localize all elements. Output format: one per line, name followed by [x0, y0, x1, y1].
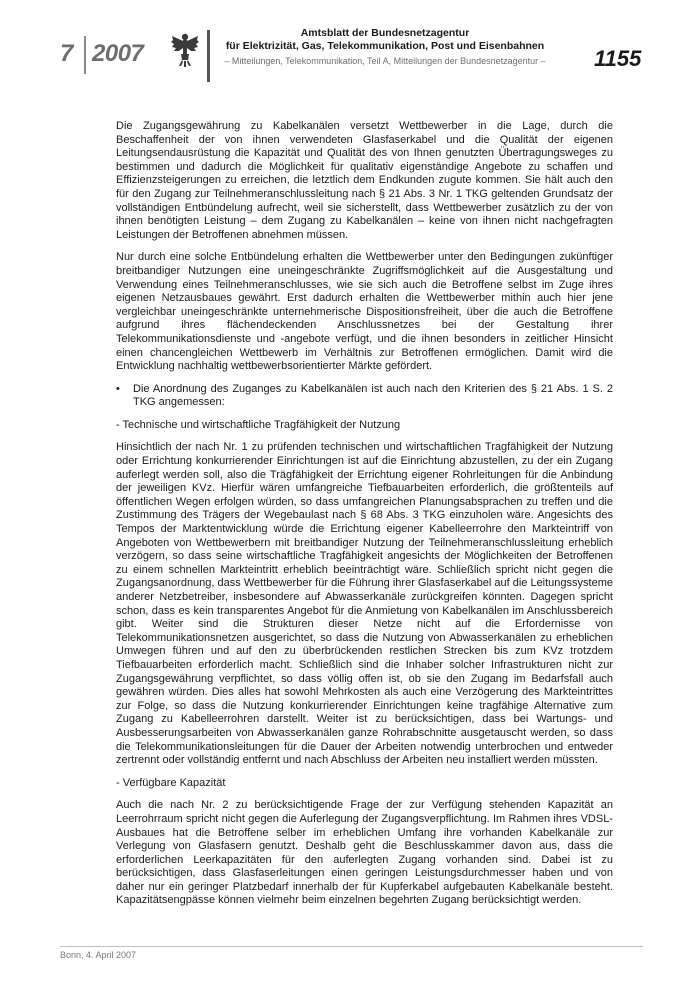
issue-year: 2007: [92, 40, 144, 67]
section-subtitle: – Mitteilungen, Telekommunikation, Teil A, Mitteilungen der Bundesnetzagentur –: [224, 56, 546, 66]
footer-divider: [60, 946, 643, 947]
bullet-text: Die Anordnung des Zuganges zu Kabelkanälen ist auch nach den Kriterien des § 21 Abs. 1 S. 2 TKG angemessen:: [133, 382, 613, 409]
paragraph-2: Nur durch eine solche Entbündelung erhalten die Wettbewerber unter den Bedingungen zukünftiger breitbandiger Nutzungen eine uneingeschränkte Zugriffsmöglichkeit auf die Ausgestaltung und Verwendung eines Teilnehmeranschlusses, wie sie sich auch die Betroffene selbst im Zuge ihres eigenen Netzausbaues gewährt. Erst dadurch erhalten die Wettbewerber mithin auch hier jene vergleichbar uneingeschränkte unternehmerische Dispositionsfreiheit, über die auch die Betroffene aufgrund ihres flächendeckenden Anschlussnetzes bei der Gestaltung ihrer Telekommunikationsdienste und -angebote verfügt, und die ihnen besonders in zeitlicher Hinsicht einen chancengleichen Wettbewerb im Verhältnis zur Betroffenen ermöglichen. Damit wird die Entwicklung nachhaltig wettbewerbsorientierter Märkte gefördert.: [116, 251, 613, 373]
bullet-item: [116, 383, 613, 410]
page-number: 1155: [594, 46, 642, 71]
header-divider: [207, 30, 210, 82]
bullet-marker: •: [116, 382, 120, 395]
gazette-subtitle: für Elektrizität, Gas, Telekommunikation, Post und Eisenbahnen: [225, 40, 545, 52]
gazette-title: Amtsblatt der Bundesnetzagentur: [300, 27, 470, 39]
subheading-tragfaehigkeit: - Technische und wirtschaftliche Tragfähigkeit der Nutzung: [116, 418, 401, 431]
paragraph-1: Die Zugangsgewährung zu Kabelkanälen versetzt Wettbewerber in die Lage, durch die Beschaffenheit der von ihnen verwendeten Glasfaserkabel und die Qualität der eigenen Leitungsendausrüstung die Kapazität und Qualität des von Ihnen genutzten Übertragungsweges zu bestimmen und dadurch die Möglichkeit für qualitativ eigenständige Angebote zu schaffen und Effizienzsteigerungen zu erreichen, die letztlich dem Endkunden zugute kommen. Sie hält auch den für den Zugang zur Teilnehmeranschlussleitung nach § 21 Abs. 3 Nr. 1 TKG geltenden Grundsatz der vollständigen Entbündelung aufrecht, weil sie sicherstellt, dass Wettbewerber zusätzlich zu der von ihnen benötigten Leistung – dem Zugang zu Kabelkanälen – keine von ihnen nicht nachgefragten Leistungen der Betroffenen abnehmen müssen.: [116, 120, 613, 241]
document-body: [116, 120, 613, 917]
issue-divider: [84, 36, 86, 74]
footer-place-date: Bonn, 4. April 2007: [60, 950, 137, 960]
issue-number: 7: [60, 40, 73, 67]
subheading-kapazitaet: - Verfügbare Kapazität: [116, 776, 226, 789]
federal-eagle-icon: [170, 28, 200, 70]
paragraph-3: Hinsichtlich der nach Nr. 1 zu prüfenden technischen und wirtschaftlichen Tragfähigkeit der Nutzung oder Errichtung konkurrierender Einrichtungen ist auf die Einrichtung abzustellen, zu der ein Zugang auferlegt werden soll, also die Trägfähigkeit der Errichtung eigener Rohrleitungen für die Anbindung der jeweiligen KVz. Hierfür wären umfangreiche Tiefbauarbeiten erforderlich, die größtenteils auf öffentlichen Wegen erfolgen würden, so dass umfangreichen Planungsabsprachen zu treffen und die Zustimmung des Trägers der Wegebaulast nach § 68 Abs. 3 TKG einzuholen wäre. Angesichts des Tempos der Marktentwicklung würde die Errichtung eigener Kabelleerrohre den Markteintriff von Angeboten von Wettbewerbern mit breitbandiger Nutzung der Teilnehmeranschlussleitung erheblich verzögern, so dass seine wirtschaftliche Tragfähigkeit angesichts der Möglichkeiten der Betroffenen zu einem schnellen Markteintritt erheblich beeinträchtigt wäre. Schließlich spricht nicht gegen die Zugangsanordnung, dass Wettbewerber für die Führung ihrer Glasfaserkabel auf die Leitungssysteme anderer Netzbetreiber, insbesondere auf Abwasserkanäle zurückgreifen könnten. Dagegen spricht schon, dass es kein transparentes Angebot für die Anmietung von Kabelkanälen im Anschlussbereich gibt. Weiter sind die Strukturen dieser Netze nicht auf die Erfordernisse von Telekommunikationsnetzen ausgerichtet, so dass die Nutzung von Abwasserkanälen zu erheblichen Umwegen führen und auf den zu überbrückenden restlichen Strecken bis zum KVz trotzdem Tiefbauarbeiten erforderlich macht. Schließlich sind die Inhaber solcher Infrastrukturen nicht zur Zugangsgewährung verpflichtet, so dass völlig offen ist, ob sie den Zugang im Bedarfsfall auch gewähren würden. Dies alles hat sowohl Mehrkosten als auch eine Verzögerung des Markteintrittes zur Folge, so dass die Nutzung konkurrierender Einrichtungen keine tragfähige Alternative zum Zugang zu Kabelleerrohren darstellt. Weiter ist zu berücksichtigen, dass bei Wartungs- und Ausbesserungsarbeiten von Abwasserkanälen ganze Rohrabschnitte ausgetauscht werden, so dass die Telekommunikationsleitungen für die Dauer der Arbeiten notwendig unterbrochen und entweder zertrennt oder vollständig entfernt und nach Abschluss der Arbeiten neu installiert werden müssten.: [116, 441, 613, 767]
paragraph-4: Auch die nach Nr. 2 zu berücksichtigende Frage der zur Verfügung stehenden Kapazität an Leerrohrraum spricht nicht gegen die Auferlegung der Zugangsverpflichtung. Im Rahmen ihres VDSL-Ausbaues hat die Betroffene selber im erheblichen Umfang ihre vorhanden Kabelkanäle zur Verlegung von Glasfasern genutzt. Deshalb geht die Beschlusskammer davon aus, dass die erforderlichen Leerkapazitäten für den auferlegten Zugang vorhanden sind. Dabei ist zu berücksichtigen, dass Glasfaserleitungen einen geringen Leistungsdurchmesser haben und von daher nur ein geringer Platzbedarf innerhalb der für Kupferkabel aufgebauten Kabelkanäle besteht. Kapazitätsengpässe können vielmehr beim einzelnen begehrten Zugang berücksichtigt werden.: [116, 799, 613, 907]
